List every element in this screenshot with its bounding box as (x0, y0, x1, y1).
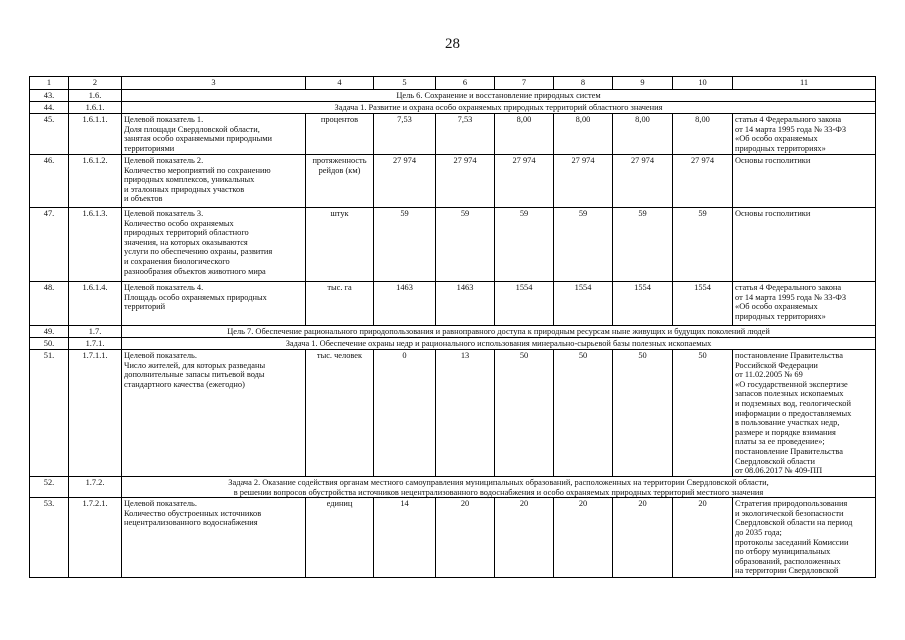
indicator-source: Основы госполитики (733, 208, 876, 282)
row-code: 1.6.1.1. (69, 114, 122, 155)
row-number: 47. (30, 208, 69, 282)
indicator-value: 8,00 (673, 114, 733, 155)
indicator-row (30, 498, 876, 578)
indicator-unit: единиц (306, 498, 374, 578)
row-number: 52. (30, 477, 69, 498)
indicator-unit: штук (306, 208, 374, 282)
column-header: 4 (306, 77, 374, 90)
indicator-value: 1554 (554, 282, 613, 326)
indicator-source: Стратегия природопользования и экологической безопасности Свердловской области на период до 2035 года; протоколы заседаний Комиссии по отбору муниципальных образований, расположенных на территории Свердловской (733, 498, 876, 578)
indicator-row (30, 350, 876, 477)
indicator-unit: тыс. га (306, 282, 374, 326)
section-title: Задача 1. Обеспечение охраны недр и рационального использования минерально-сырьевой базы полезных ископаемых (122, 338, 876, 350)
indicator-value: 27 974 (436, 155, 495, 208)
column-header: 1 (30, 77, 69, 90)
column-header: 2 (69, 77, 122, 90)
section-row (30, 326, 876, 338)
section-row (30, 338, 876, 350)
indicator-value: 20 (554, 498, 613, 578)
indicator-value: 20 (495, 498, 554, 578)
row-code: 1.7.1.1. (69, 350, 122, 477)
row-number: 49. (30, 326, 69, 338)
section-row (30, 477, 876, 498)
indicator-value: 27 974 (554, 155, 613, 208)
column-header-row (30, 77, 876, 90)
section-title: Цель 6. Сохранение и восстановление природных систем (122, 90, 876, 102)
indicator-value: 27 974 (495, 155, 554, 208)
indicator-name: Целевой показатель 4. Площадь особо охраняемых природных территорий (122, 282, 306, 326)
indicator-name: Целевой показатель. Число жителей, для которых разведаны дополнительные запасы питьевой воды стандартного качества (ежегодно) (122, 350, 306, 477)
indicator-value: 27 974 (613, 155, 673, 208)
row-number: 50. (30, 338, 69, 350)
row-code: 1.6.1.4. (69, 282, 122, 326)
column-header: 6 (436, 77, 495, 90)
indicator-name: Целевой показатель 2. Количество мероприятий по сохранению природных комплексов, уникальных и эталонных природных участков и объектов (122, 155, 306, 208)
indicators-table (29, 76, 876, 578)
section-title: Задача 2. Оказание содействия органам местного самоуправления муниципальных образований, расположенных на территории Свердловской области, в решении вопросов обустройства источников нецентрализованного водоснабжения и особо охраняемых природных территорий местного значения (122, 477, 876, 498)
row-code: 1.7.2. (69, 477, 122, 498)
section-row (30, 102, 876, 114)
column-header: 9 (613, 77, 673, 90)
indicator-name: Целевой показатель. Количество обустроенных источников нецентрализованного водоснабжения (122, 498, 306, 578)
indicator-value: 1554 (673, 282, 733, 326)
indicator-value: 8,00 (495, 114, 554, 155)
indicator-value: 1463 (436, 282, 495, 326)
row-code: 1.7.1. (69, 338, 122, 350)
row-code: 1.6.1.2. (69, 155, 122, 208)
indicator-value: 50 (613, 350, 673, 477)
indicator-value: 59 (374, 208, 436, 282)
indicator-row (30, 155, 876, 208)
indicator-value: 59 (554, 208, 613, 282)
indicator-value: 27 974 (374, 155, 436, 208)
indicator-unit: процентов (306, 114, 374, 155)
column-header: 11 (733, 77, 876, 90)
row-number: 53. (30, 498, 69, 578)
indicator-name: Целевой показатель 1. Доля площади Свердловской области, занятая особо охраняемыми природными территориями (122, 114, 306, 155)
indicator-row (30, 114, 876, 155)
indicator-value: 0 (374, 350, 436, 477)
indicator-row (30, 282, 876, 326)
indicator-value: 1463 (374, 282, 436, 326)
indicator-value: 20 (436, 498, 495, 578)
column-header: 3 (122, 77, 306, 90)
indicator-value: 8,00 (554, 114, 613, 155)
indicator-value: 14 (374, 498, 436, 578)
indicator-value: 50 (495, 350, 554, 477)
row-code: 1.7.2.1. (69, 498, 122, 578)
indicator-unit: тыс. человек (306, 350, 374, 477)
indicator-value: 59 (436, 208, 495, 282)
row-number: 45. (30, 114, 69, 155)
indicator-value: 59 (613, 208, 673, 282)
column-header: 7 (495, 77, 554, 90)
section-row (30, 90, 876, 102)
indicator-value: 20 (673, 498, 733, 578)
indicator-value: 59 (495, 208, 554, 282)
page-number: 28 (445, 36, 460, 52)
row-number: 43. (30, 90, 69, 102)
row-number: 48. (30, 282, 69, 326)
indicator-value: 1554 (613, 282, 673, 326)
row-code: 1.6.1. (69, 102, 122, 114)
indicator-value: 13 (436, 350, 495, 477)
section-title: Цель 7. Обеспечение рационального природопользования и равноправного доступа к природным ресурсам ныне живущих и будущих поколений людей (122, 326, 876, 338)
row-code: 1.7. (69, 326, 122, 338)
indicator-value: 50 (673, 350, 733, 477)
row-code: 1.6.1.3. (69, 208, 122, 282)
indicator-row (30, 208, 876, 282)
row-number: 51. (30, 350, 69, 477)
indicator-source: статья 4 Федерального закона от 14 марта 1995 года № 33-ФЗ «Об особо охраняемых природных территориях» (733, 114, 876, 155)
indicator-source: статья 4 Федерального закона от 14 марта 1995 года № 33-ФЗ «Об особо охраняемых природных территориях» (733, 282, 876, 326)
row-number: 44. (30, 102, 69, 114)
column-header: 10 (673, 77, 733, 90)
indicator-value: 20 (613, 498, 673, 578)
indicator-source: постановление Правительства Российской Федерации от 11.02.2005 № 69 «О государственной экспертизе запасов полезных ископаемых и подземных вод, геологической информации о предоставляемых в пользование участках недр, размере и порядке взимания платы за ее проведение»; постановление Правительства Свердловской области от 08.06.2017 № 409-ПП (733, 350, 876, 477)
indicator-value: 59 (673, 208, 733, 282)
indicator-value: 7,53 (436, 114, 495, 155)
indicator-value: 1554 (495, 282, 554, 326)
row-number: 46. (30, 155, 69, 208)
indicator-source: Основы госполитики (733, 155, 876, 208)
section-title: Задача 1. Развитие и охрана особо охраняемых природных территорий областного значения (122, 102, 876, 114)
indicator-value: 27 974 (673, 155, 733, 208)
indicator-value: 7,53 (374, 114, 436, 155)
indicator-value: 8,00 (613, 114, 673, 155)
indicator-value: 50 (554, 350, 613, 477)
indicator-name: Целевой показатель 3. Количество особо охраняемых природных территорий областного значения, на которых оказываются услуги по обеспечению охраны, развития и сохранения биологического разнообразия объектов животного мира (122, 208, 306, 282)
indicator-unit: протяженность рейдов (км) (306, 155, 374, 208)
column-header: 8 (554, 77, 613, 90)
row-code: 1.6. (69, 90, 122, 102)
column-header: 5 (374, 77, 436, 90)
